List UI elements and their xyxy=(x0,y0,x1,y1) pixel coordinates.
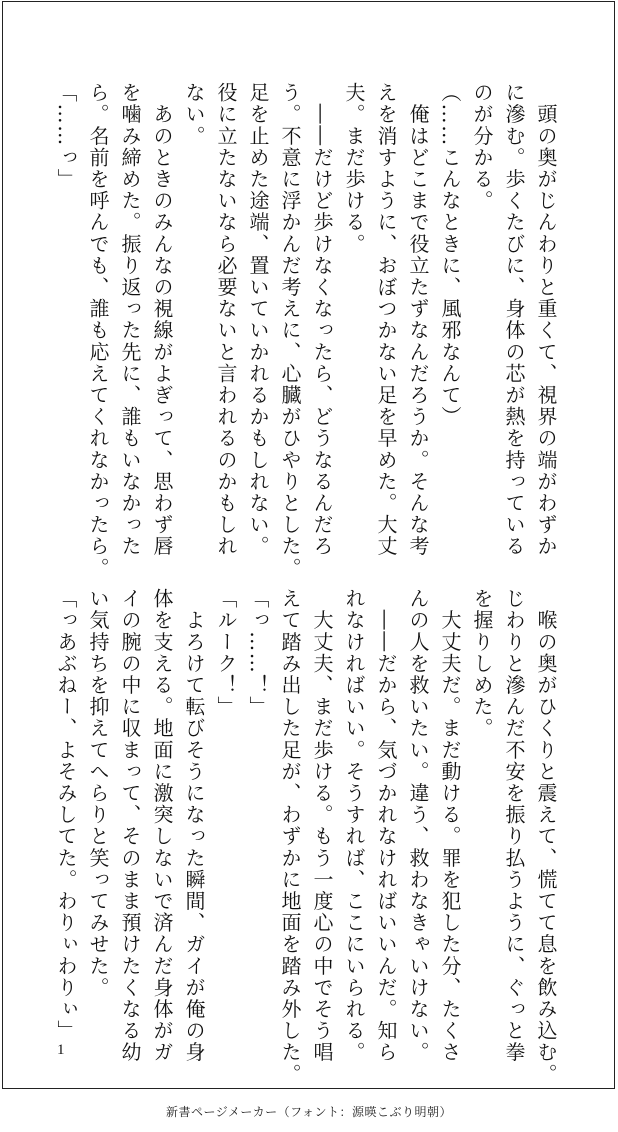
text-line: 夫。まだ歩ける。 xyxy=(342,82,366,255)
text-line: のが分かる。 xyxy=(470,82,494,212)
text-block-bottom xyxy=(50,588,562,1085)
page-number: 1 xyxy=(57,1042,65,1058)
text-line: よろけて転びそうになった瞬間、ガイが俺の身 xyxy=(182,588,206,1064)
text-line: 役に立たないなら必要ないと言われるのかもしれ xyxy=(214,82,238,558)
text-line: れなければいい。そうすれば、ここにいられる。 xyxy=(342,588,366,1064)
text-line: ない。 xyxy=(182,82,206,147)
text-line: じわりと滲んだ不安を振り払うように、ぐっと拳 xyxy=(502,588,526,1064)
text-line: 喉の奥がひくりと震えて、慌てて息を飲み込む。 xyxy=(534,588,558,1085)
text-line: えを消すように、おぼつかない足を早めた。大丈 xyxy=(374,82,398,558)
text-line: 「ルーク！」 xyxy=(214,588,238,718)
footer-caption: 新書ページメーカー（フォント：源暎こぶり明朝） xyxy=(165,1105,453,1119)
text-line: 大丈夫だ。まだ動ける。罪を犯した分、たくさ xyxy=(438,588,462,1064)
text-line: 大丈夫、まだ歩ける。もう一度心の中でそう唱 xyxy=(310,588,334,1064)
text-line: 「っあぶねー、よそみしてた。わりぃわりぃ」 xyxy=(54,588,78,1042)
text-line: に滲む。歩くたびに、身体の芯が熱を持っている xyxy=(502,82,526,558)
text-line: を握りしめた。 xyxy=(470,588,494,740)
text-line: う。不意に浮かんだ考えに、心臓がひやりとした。 xyxy=(278,82,302,579)
text-line: 俺はどこまで役立たずなんだろうか。そんな考 xyxy=(406,82,430,558)
text-line: 「っ……！」 xyxy=(246,588,270,718)
text-line: 足を止めた途端、置いていかれるかもしれない。 xyxy=(246,82,270,558)
text-line: い気持ちを抑えてへらりと笑ってみせた。 xyxy=(86,588,110,999)
text-line: 頭の奥がじんわりと重くて、視界の端がわずか xyxy=(534,82,558,558)
text-line: を噛み締めた。振り返った先に、誰もいなかった xyxy=(118,82,142,558)
text-block-top xyxy=(50,82,562,579)
text-line: えて踏み出した足が、わずかに地面を踏み外した。 xyxy=(278,588,302,1085)
text-line: （……こんなときに、風邪なんて） xyxy=(438,82,462,428)
book-page xyxy=(2,1,615,1089)
text-line: ら。名前を呼んでも、誰も応えてくれなかったら。 xyxy=(86,82,110,579)
text-line: あのときのみんなの視線がよぎって、思わず唇 xyxy=(150,82,174,558)
text-line: ――だけど歩けなくなったら、どうなるんだろ xyxy=(310,82,334,558)
text-line: イの腕の中に収まって、そのまま預けたくなる幼 xyxy=(118,588,142,1064)
text-line: 「……っ」 xyxy=(54,82,78,190)
text-line: ――だから、気づかれなければいいんだ。知ら xyxy=(374,588,398,1064)
text-line: んの人を救いたい。違う、救わなきゃいけない。 xyxy=(406,588,430,1064)
text-line: 体を支える。地面に激突しないで済んだ身体がガ xyxy=(150,588,174,1064)
